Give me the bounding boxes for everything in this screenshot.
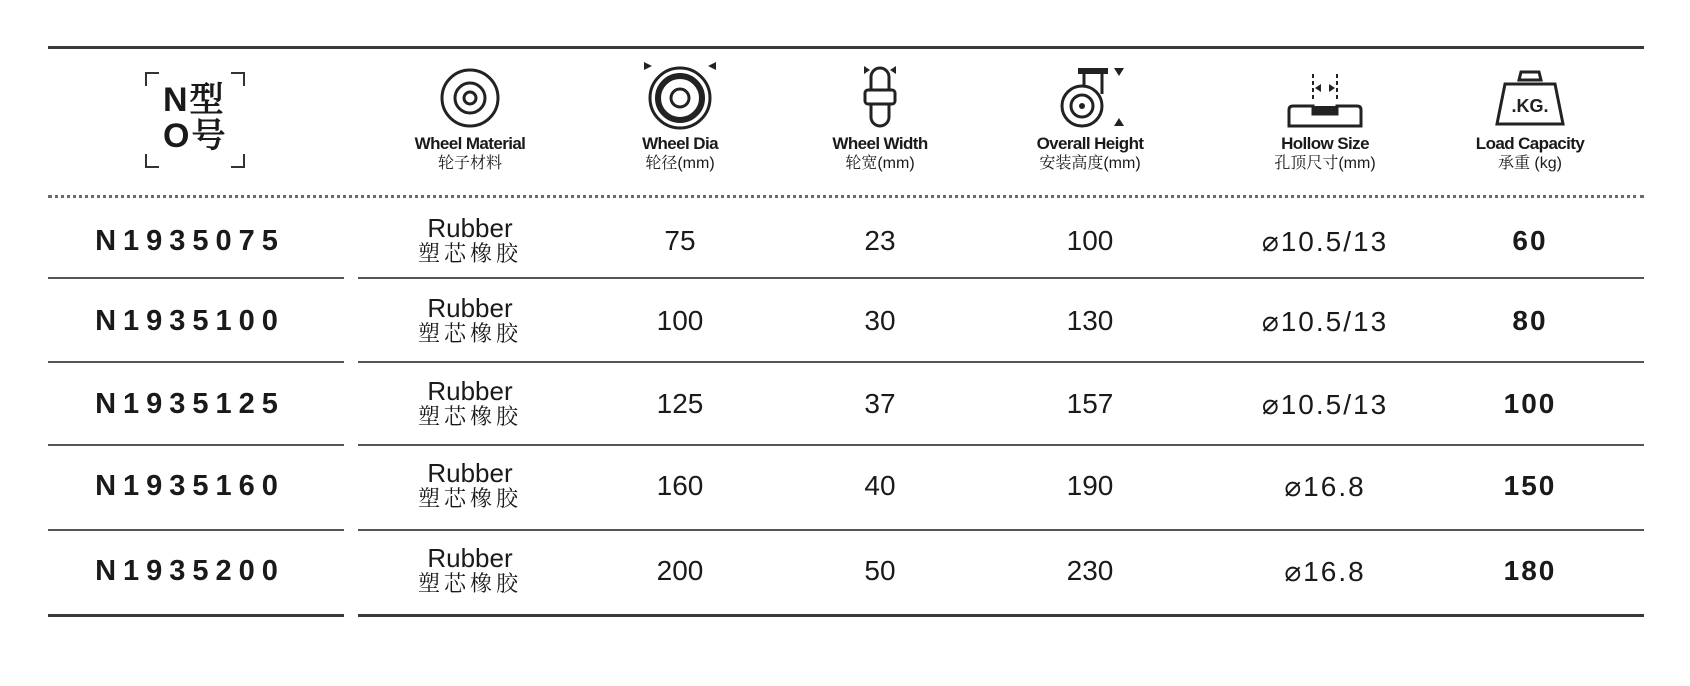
material-zh: 塑芯橡胶 [417,404,522,429]
material-zh: 塑芯橡胶 [417,486,522,511]
hollow-size-value: ⌀10.5/13 [1261,225,1389,257]
header-label-zh: 轮宽(mm) [845,155,915,172]
hollow-size-icon [1283,70,1367,130]
overall-height-value: 230 [1066,555,1114,586]
load-capacity-value: 150 [1503,470,1557,501]
material-en: Rubber [427,293,513,323]
header-label-zh: 轮径(mm) [645,155,715,172]
wheel-material-cell [380,446,560,526]
header-wheel-material [380,58,560,188]
model-header-line2: O号 [163,117,228,155]
overall-height-value: 157 [1066,388,1114,419]
wheel-material-cell [380,531,560,611]
load-capacity-value: 180 [1503,555,1557,586]
load-weight-icon [1493,68,1567,130]
header-load-capacity [1455,58,1605,188]
wheel-material-cell [380,364,560,444]
wheel-dia-value: 160 [656,470,704,501]
model-header-line1: N型 [163,81,226,119]
wheel-dia-value: 100 [656,305,704,336]
table-bottom-rule [48,614,344,617]
header-wheel-width [805,58,955,188]
wheel-material-icon [438,66,502,130]
header-label-en: Wheel Material [414,134,526,153]
material-en: Rubber [427,458,513,488]
wheel-dia-value: 125 [656,388,704,419]
hollow-size-value: ⌀10.5/13 [1261,388,1389,420]
header-label-en: Wheel Width [832,134,928,153]
header-label-en: Wheel Dia [642,134,718,153]
table-top-rule [48,46,1644,49]
wheel-width-icon [850,64,910,130]
table-row [0,364,1690,444]
load-capacity-value: 60 [1512,225,1548,256]
overall-height-icon [1050,64,1130,130]
overall-height-value: 130 [1066,305,1114,336]
model-number: N1935125 [95,387,285,420]
overall-height-value: 100 [1066,225,1114,256]
header-label-zh: 轮子材料 [437,155,502,172]
header-label-en: Overall Height [1036,134,1144,153]
table-row [0,281,1690,361]
header-overall-height [1015,58,1165,188]
wheel-dia-value: 75 [664,225,696,256]
wheel-width-value: 50 [864,555,896,586]
header-label-zh: 安装高度(mm) [1039,155,1141,172]
material-zh: 塑芯橡胶 [417,571,522,596]
model-number: N1935075 [95,224,285,257]
wheel-material-cell [380,201,560,281]
table-row [0,531,1690,611]
wheel-width-value: 30 [864,305,896,336]
table-row [0,446,1690,526]
model-number: N1935200 [95,554,285,587]
material-en: Rubber [427,376,513,406]
header-divider-dotted [48,195,1644,198]
row-divider [358,361,1644,363]
row-divider [48,361,344,363]
model-number-header [145,72,245,168]
material-en: Rubber [427,213,513,243]
header-label-zh: 孔顶尺寸(mm) [1274,155,1376,172]
table-row [0,201,1690,281]
kg-weight-label: .KG. [1511,96,1549,116]
header-wheel-dia [605,58,755,188]
hollow-size-value: ⌀16.8 [1284,555,1366,587]
model-number: N1935100 [95,304,285,337]
wheel-width-value: 40 [864,470,896,501]
wheel-width-value: 23 [864,225,896,256]
load-capacity-value: 80 [1512,305,1548,336]
load-capacity-value: 100 [1503,388,1557,419]
material-zh: 塑芯橡胶 [417,241,522,266]
overall-height-value: 190 [1066,470,1114,501]
header-hollow-size [1215,58,1435,188]
hollow-size-value: ⌀10.5/13 [1261,305,1389,337]
header-label-en: Load Capacity [1475,134,1585,153]
table-bottom-rule [358,614,1644,617]
wheel-dia-value: 200 [656,555,704,586]
model-number: N1935160 [95,469,285,502]
wheel-material-cell [380,281,560,361]
header-label-en: Hollow Size [1281,134,1369,153]
material-zh: 塑芯橡胶 [417,321,522,346]
material-en: Rubber [427,543,513,573]
wheel-diameter-icon [638,60,722,130]
header-label-zh: 承重 (kg) [1497,155,1562,172]
hollow-size-value: ⌀16.8 [1284,470,1366,502]
wheel-width-value: 37 [864,388,896,419]
